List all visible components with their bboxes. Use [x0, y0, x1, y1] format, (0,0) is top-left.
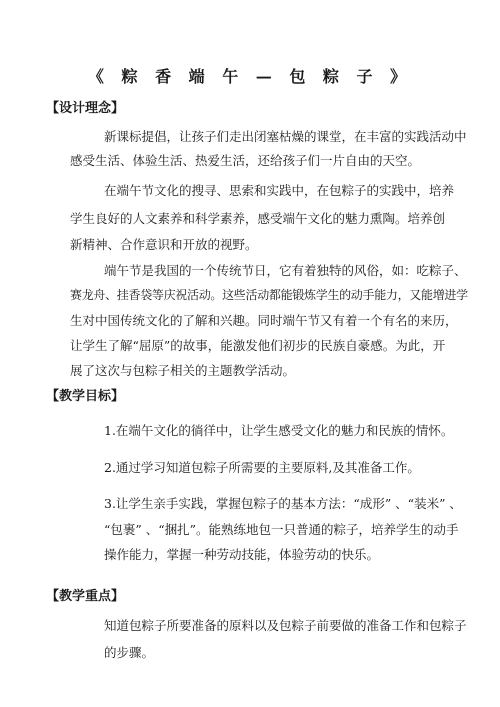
document-title: 《 粽 香 端 午 — 包 粽 子 》 [87, 67, 413, 86]
paragraph-line: 赛龙舟、挂香袋等庆祝活动。这些活动都能锻炼学生的动手能力，又能增进学 [70, 288, 468, 302]
paragraph-line: 知道包粽子所要准备的原料以及包粽子前要做的准备工作和包粽子 [104, 618, 467, 633]
goal-item-continued: “包裹” 、“捆扎”。能熟练地包一只普通的粽子，培养学生的动手 [104, 522, 459, 537]
paragraph-line: 感受生活、体验生活、热爱生活，还给孩子们一片自由的天空。 [70, 153, 421, 168]
paragraph-line: 学生良好的人文素养和科学素养，感受端午文化的魅力熏陶。培养创 [70, 211, 446, 226]
goal-item: 2.通过学习知道包粽子所需要的主要原料,及其准备工作。 [104, 460, 420, 475]
paragraph-line: 在端午节文化的搜寻、思索和实践中，在包粽子的实践中，培养 [104, 183, 455, 198]
heading-teaching-goals: 【教学目标】 [46, 389, 125, 404]
goal-item: 3.让学生亲手实践，掌握包粽子的基本方法：“成形” 、“装米” 、 [104, 496, 462, 511]
paragraph-line: 生对中国传统文化的了解和兴趣。同时端午节又有着一个有名的来历， [70, 313, 458, 328]
paragraph-line: 让学生了解“屈原”的故事，能激发他们初步的民族自豪感。为此，开 [70, 338, 446, 353]
paragraph-line: 新课标提倡，让孩子们走出闭塞枯燥的课堂，在丰富的实践活动中 [104, 129, 467, 144]
goal-item-continued: 操作能力，掌握一种劳动技能，体验劳动的快乐。 [104, 547, 380, 562]
goal-item: 1.在端午文化的徜徉中，让学生感受文化的魅力和民族的情怀。 [104, 423, 454, 438]
paragraph-line: 展了这次与包粽子相关的主题教学活动。 [70, 363, 296, 378]
paragraph-line: 端午节是我国的一个传统节日，它有着独特的风俗，如：吃粽子、 [104, 263, 467, 278]
heading-teaching-focus: 【教学重点】 [46, 589, 125, 604]
paragraph-line: 新精神、合作意识和开放的视野。 [70, 237, 258, 252]
heading-design-concept: 【设计理念】 [46, 101, 125, 116]
paragraph-line: 的步骤。 [104, 645, 155, 660]
